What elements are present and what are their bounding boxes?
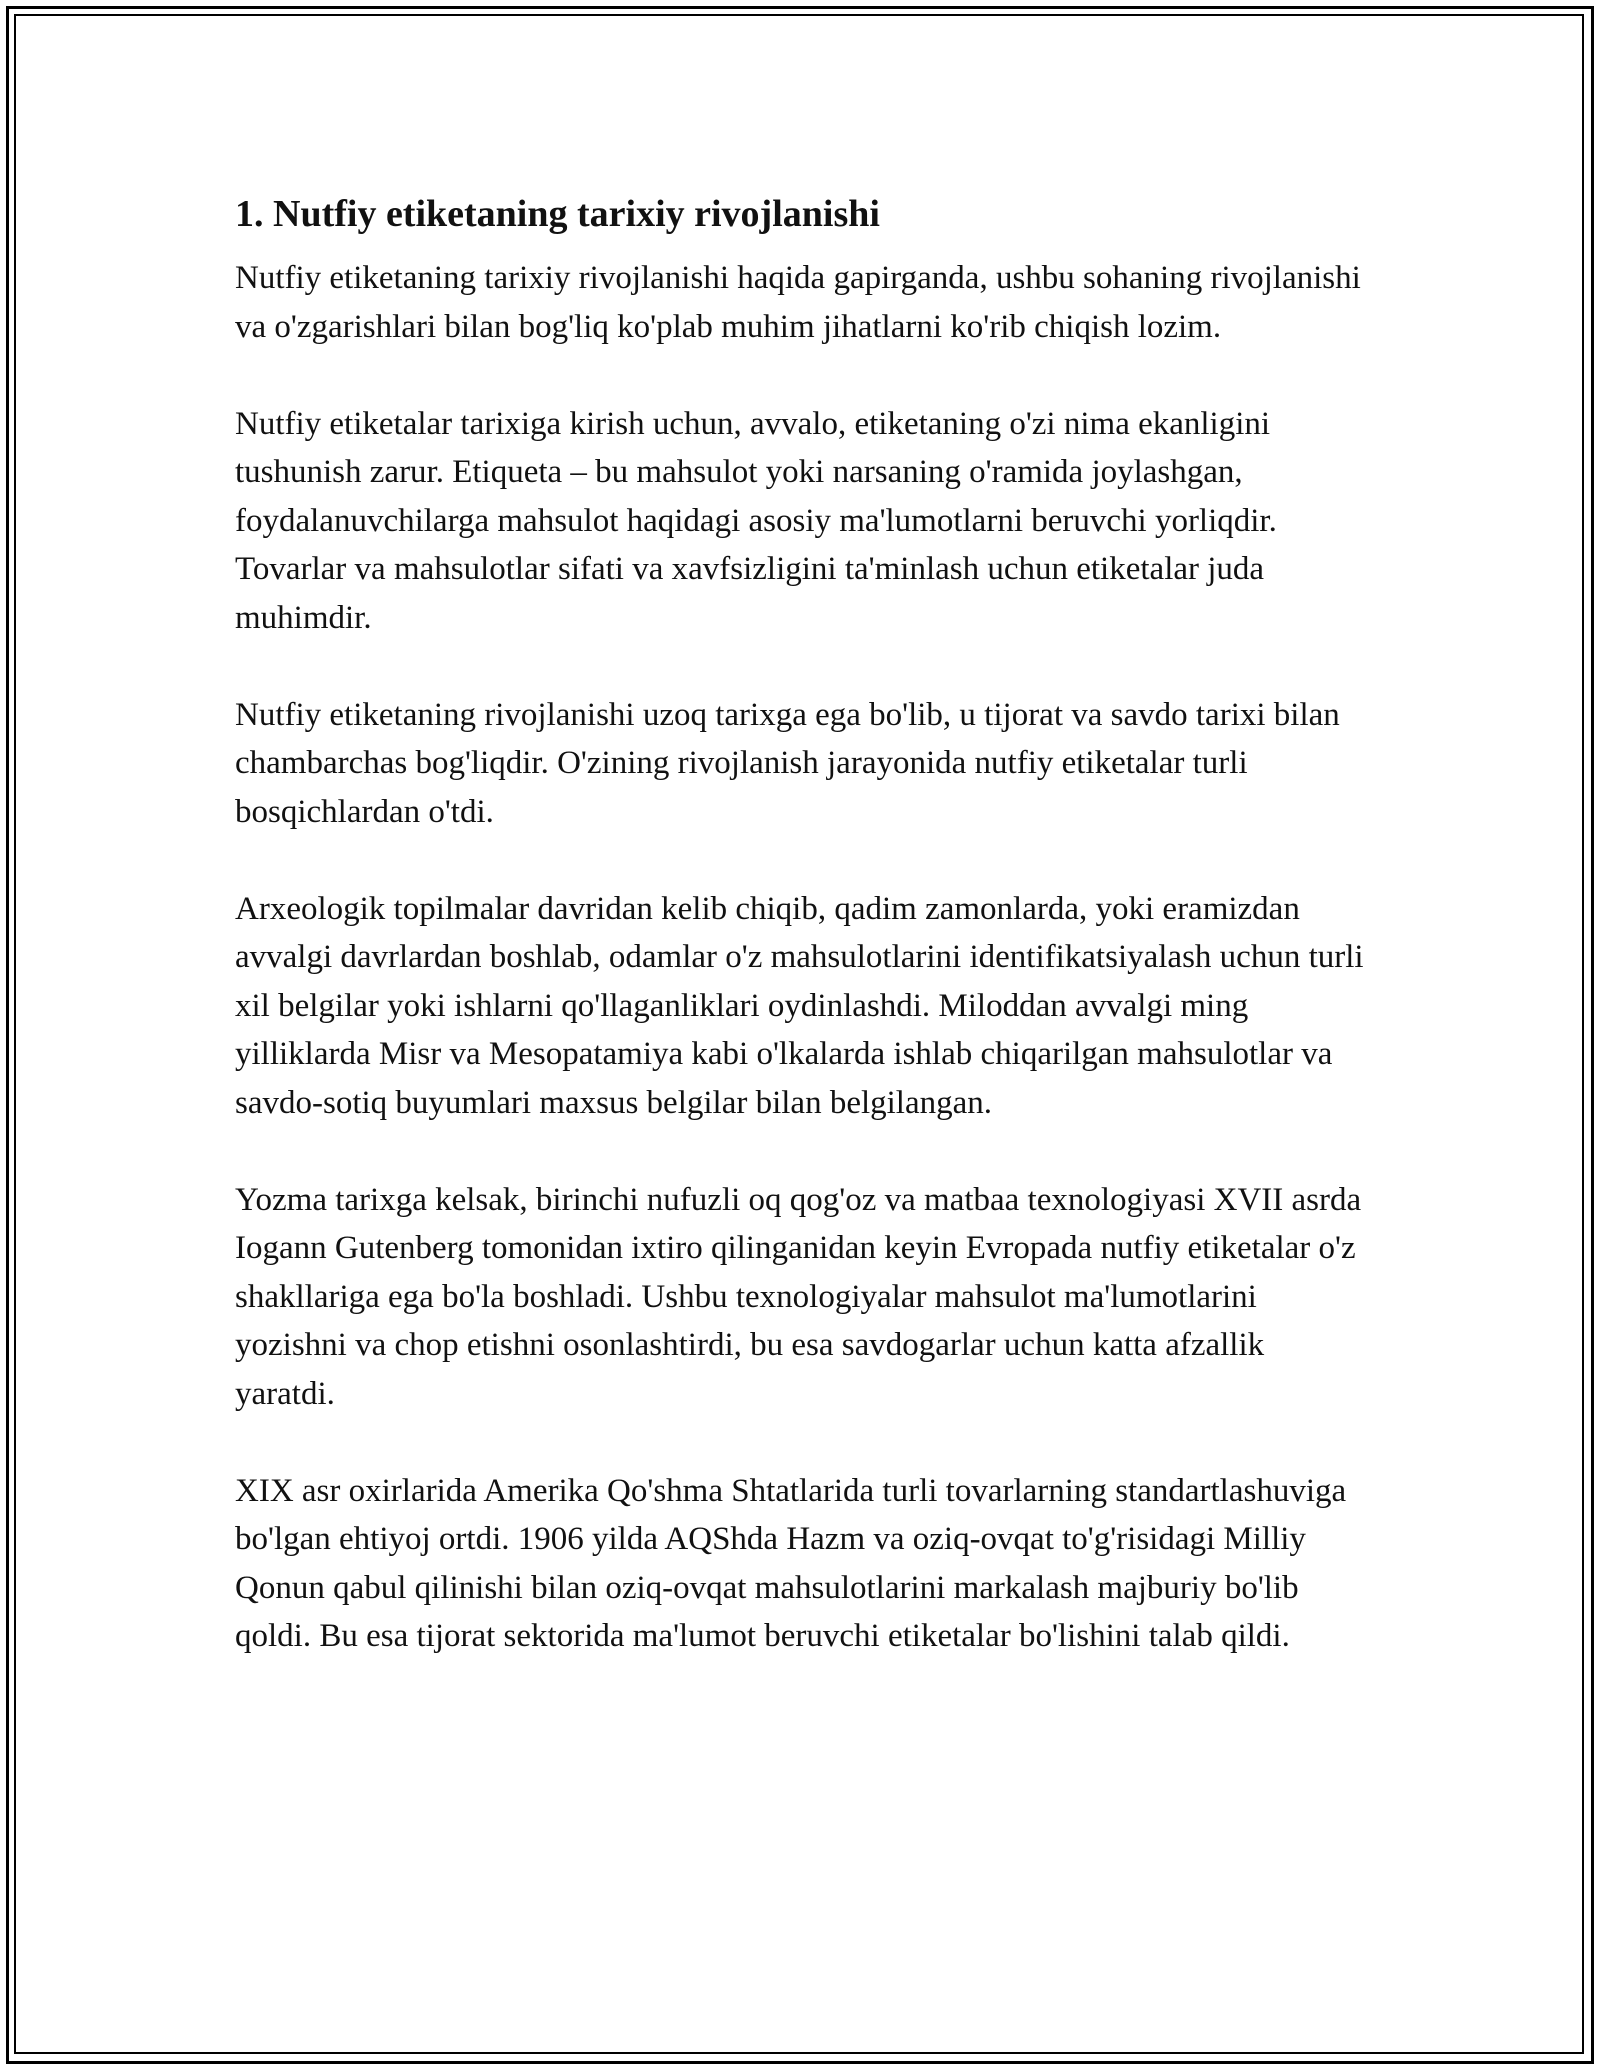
document-body (235, 186, 1365, 1709)
paragraph-2: Nutfiy etiketalar tarixiga kirish uchun, avvalo, etiketaning o'zi nima ekanligini tushunish zarur. Etiqueta – bu mahsulot yoki narsaning o'ramida joylashgan, foydalanuvchilarga mahsulot haqidagi asosiy ma'lumotlarni beruvchi yorliqdir. Tovarlar va mahsulotlar sifati va xavfsizligini ta'minlash uchun etiketalar juda muhimdir. (235, 405, 1277, 636)
paragraph-1: Nutfiy etiketaning tarixiy rivojlanishi haqida gapirganda, ushbu sohaning rivojlanishi va o'zgarishlari bilan bog'liq ko'plab muhim jihatlarni ko'rib chiqish lozim. (235, 260, 1361, 345)
section-heading: 1. Nutfiy etiketaning tarixiy rivojlanishi (235, 193, 880, 235)
paragraph-4: Arxeologik topilmalar davridan kelib chiqib, qadim zamonlarda, yoki eramizdan avvalgi davrlardan boshlab, odamlar o'z mahsulotlarini identifikatsiyalash uchun turli xil belgilar yoki ishlarni qo'llaganliklari oydinlashdi. Miloddan avvalgi ming yilliklarda Misr va Mesopatamiya kabi o'lkalarda ishlab chiqarilgan mahsulotlar va savdo-sotiq buyumlari maxsus belgilar bilan belgilangan. (235, 890, 1364, 1121)
paragraph-6: XIX asr oxirlarida Amerika Qo'shma Shtatlarida turli tovarlarning standartlashuviga bo'lgan ehtiyoj ortdi. 1906 yilda AQShda Hazm va oziq-ovqat to'g'risidagi Milliy Qonun qabul qilinishi bilan oziq-ovqat mahsulotlarini markalash majburiy bo'lib qoldi. Bu esa tijorat sektorida ma'lumot beruvchi etiketalar bo'lishini talab qildi. (235, 1472, 1347, 1654)
paragraph-3: Nutfiy etiketaning rivojlanishi uzoq tarixga ega bo'lib, u tijorat va savdo tarixi bilan chambarchas bog'liqdir. O'zining rivojlanish jarayonida nutfiy etiketalar turli bosqichlardan o'tdi. (235, 696, 1340, 830)
paragraph-5: Yozma tarixga kelsak, birinchi nufuzli oq qog'oz va matbaa texnologiyasi XVII asrda Iogann Gutenberg tomonidan ixtiro qilinganidan keyin Evropada nutfiy etiketalar o'z shakllariga ega bo'la boshladi. Ushbu texnologiyalar mahsulot ma'lumotlarini yozishni va chop etishni osonlashtirdi, bu esa savdogarlar uchun katta afzallik yaratdi. (235, 1181, 1362, 1412)
